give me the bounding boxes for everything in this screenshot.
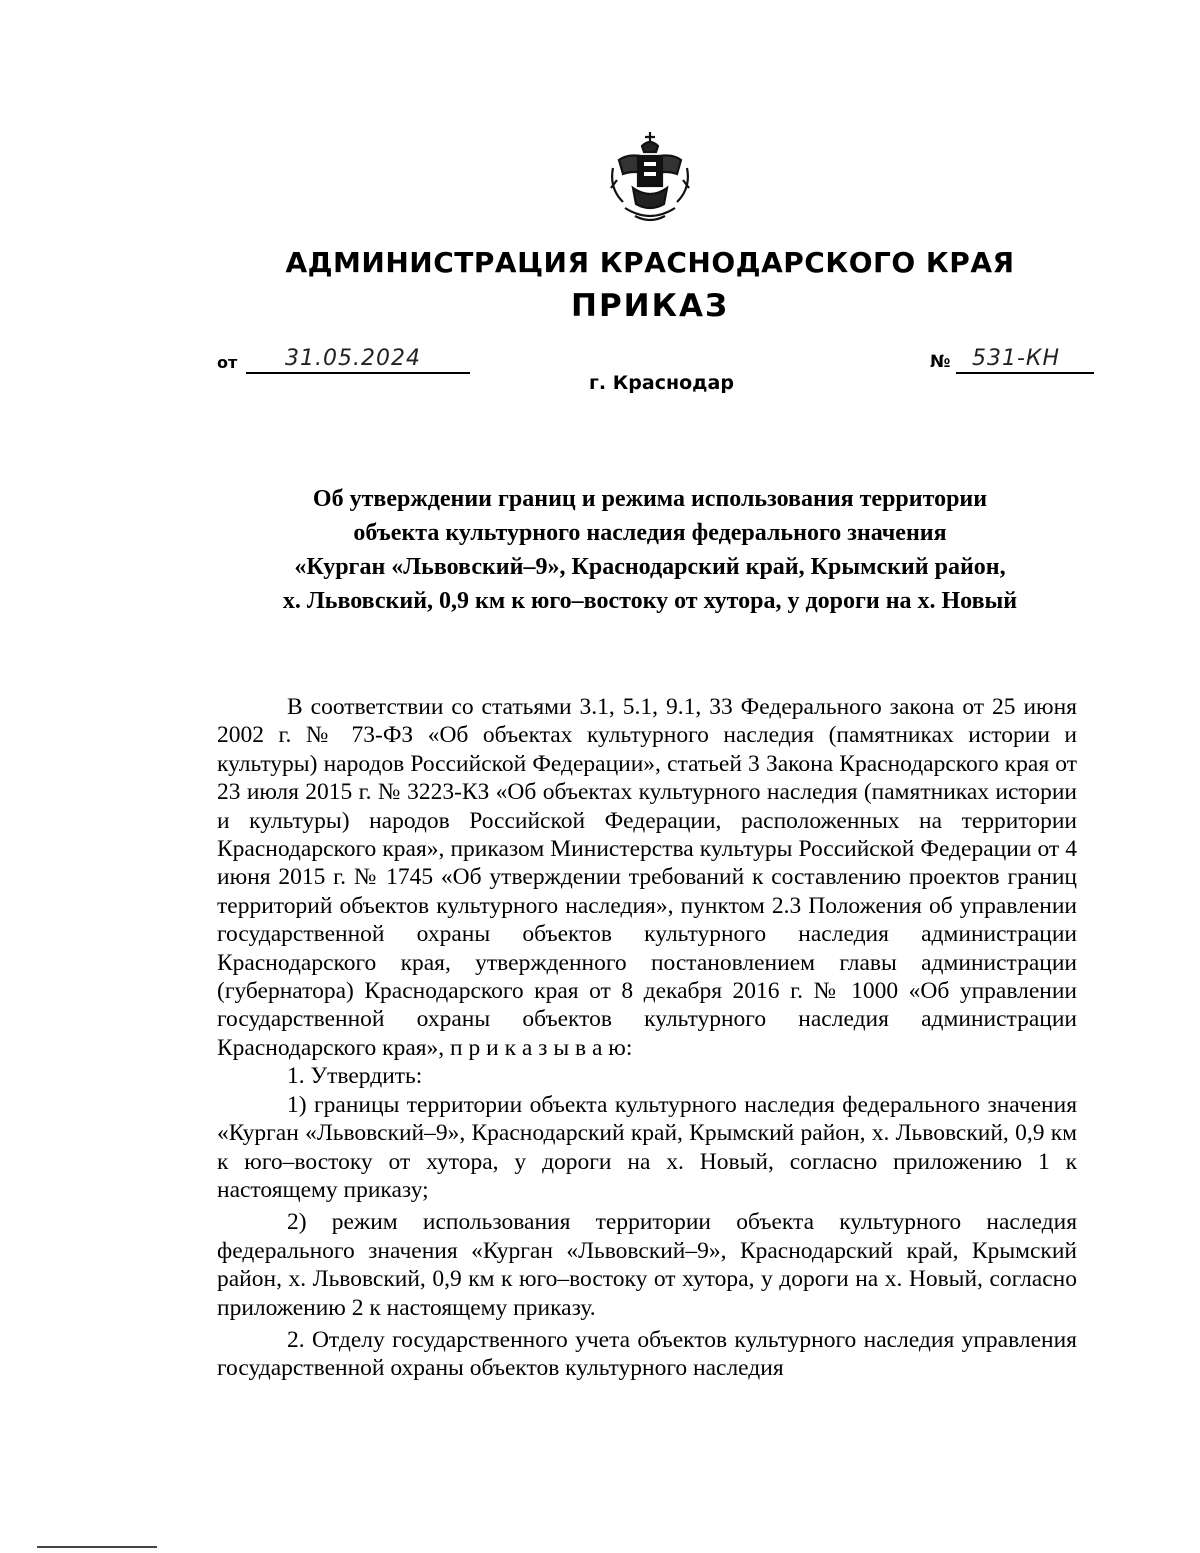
title-line: объекта культурного наследия федерального значения xyxy=(353,520,947,546)
footer-mark xyxy=(37,1546,157,1548)
item-1-1: 1) границы территории объекта культурного наследия федерального значения «Курган «Львовский–9», Краснодарский край, Крымский район, х. Львовский, 0,9 км к юго–востоку от хутора, у дороги на х. Новый, согласно приложению 1 к настоящему приказу; xyxy=(217,1091,1077,1203)
document-city: г. Краснодар xyxy=(589,372,734,394)
item-1: 1. Утвердить: xyxy=(287,1063,423,1090)
number-underline xyxy=(956,372,1094,374)
title-line: «Курган «Львовский–9», Краснодарский край, Крымский район, xyxy=(294,554,1006,580)
document-type: ПРИКАЗ xyxy=(571,288,729,324)
preamble-paragraph: В соответствии со статьями 3.1, 5.1, 9.1, 33 Федерального закона от 25 июня 2002 г. № 73-ФЗ «Об объектах культурного наследия (памятниках истории и культуры) народов Российской Федерации», статьей 3 Закона Краснодарского края от 23 июля 2015 г. № 3223-КЗ «Об объектах культурного наследия (памятниках истории и культуры) народов Российской Федерации, расположенных на территории Краснодарского края», приказом Министерства культуры Российской Федерации от 4 июня 2015 г. № 1745 «Об утверждении требований к составлению проектов границ территорий объектов культурного наследия», пунктом 2.3 Положения об управлении государственной охраны объектов культурного наследия администрации Краснодарского края, утвержденного постановлением главы администрации (губернатора) Краснодарского края от 8 декабря 2016 г. № 1000 «Об управлении государственной охраны объектов культурного наследия администрации Краснодарского края», п р и к а з ы в а ю: xyxy=(217,694,1077,1061)
item-2: 2. Отделу государственного учета объектов культурного наследия управления государственной охраны объектов культурного наследия xyxy=(217,1326,1077,1382)
agency-name: АДМИНИСТРАЦИЯ КРАСНОДАРСКОГО КРАЯ xyxy=(285,246,1015,279)
document-date: 31.05.2024 xyxy=(285,346,421,371)
document-body xyxy=(217,693,1077,1383)
date-underline xyxy=(246,372,470,374)
document-number: 531-КН xyxy=(972,346,1061,371)
title-line: Об утверждении границ и режима использования территории xyxy=(312,486,988,512)
krasnodar-coat-of-arms-icon xyxy=(605,128,695,228)
number-label: № xyxy=(930,352,951,372)
item-1-2: 2) режим использования территории объекта культурного наследия федерального значения «Курган «Львовский–9», Краснодарский край, Крымский район, х. Львовский, 0,9 км к юго–востоку от хутора, у дороги на х. Новый, согласно приложению 2 к настоящему приказу. xyxy=(217,1209,1077,1321)
document-title xyxy=(200,482,1100,618)
date-label: от xyxy=(217,353,238,372)
title-line: х. Львовский, 0,9 км к юго–востоку от хутора, у дороги на х. Новый xyxy=(282,588,1018,614)
